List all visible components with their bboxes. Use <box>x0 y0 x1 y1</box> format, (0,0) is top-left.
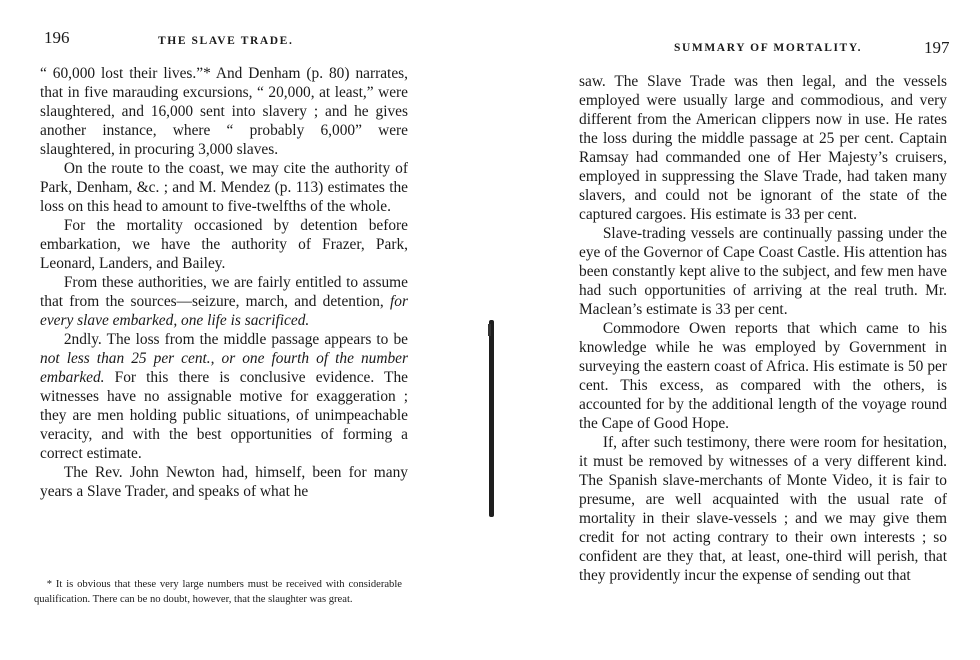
paragraph: Commodore Owen reports that which came to his knowledge while he was employed by Government in surveying the eastern coast of Africa. His estimate is 50 per cent. This excess, as compared with the others, is accounted for by the additional length of the voyage round the Cape of Good Hope. <box>579 320 947 432</box>
paragraph: On the route to the coast, we may cite the authority of Park, Denham, &c. ; and M. Mendez (p. 113) estimates the loss on this head to amount to five-twelfths of the whole. <box>40 160 408 215</box>
paragraph: From these authorities, we are fairly entitled to assume that from the sources—seizure, march, and detention, for every slave embarked, one life is sacrificed. <box>40 274 408 329</box>
gutter-binding-tick <box>488 324 491 336</box>
gutter-binding-mark <box>489 320 494 517</box>
page-number-left: 196 <box>44 28 70 47</box>
left-page <box>0 0 470 660</box>
paragraph: The Rev. John Newton had, himself, been for many years a Slave Trader, and speaks of what he <box>40 464 408 500</box>
paragraph: Slave-trading vessels are continually passing under the eye of the Governor of Cape Coast Castle. His attention has been constantly kept alive to the subject, and few men have had such opportunities of arriving at the real truth. Mr. Maclean’s estimate is 33 per cent. <box>579 225 947 318</box>
paragraph: “ 60,000 lost their lives.”* And Denham (p. 80) narrates, that in five marauding excursions, “ 20,000, at least,” were slaughtered, and 16,000 sent into slavery ; and he gives another instance, where “ probably 6,000” were slaughtered, in procuring 3,000 slaves. <box>40 65 408 158</box>
left-body <box>40 64 408 501</box>
page-number-right: 197 <box>924 38 950 57</box>
right-body <box>579 72 947 585</box>
paragraph: 2ndly. The loss from the middle passage appears to be not less than 25 per cent., or one fourth of the number embarked. For this there is conclusive evidence. The witnesses have no assignable motive for exaggeration ; they are men holding public situations, of unimpeachable veracity, and with the best opportunities of forming a correct estimate. <box>40 331 408 462</box>
italic-emphasis: not less than 25 per cent., or one fourth of the number embarked. <box>40 350 408 386</box>
paragraph: saw. The Slave Trade was then legal, and the vessels employed were usually large and commodious, and very different from the American clippers now in use. He rates the loss during the middle passage at 25 per cent. Captain Ramsay had commanded one of Her Majesty’s cruisers, employed in suppressing the Slave Trade, had taken many slavers, and could not be ignorant of the state of the captured cargoes. His estimate is 33 per cent. <box>579 73 947 223</box>
footnote: * It is obvious that these very large numbers must be received with considerable qualification. There can be no doubt, however, that the slaughter was great. <box>34 579 402 605</box>
paragraph: If, after such testimony, there were room for hesitation, it must be removed by witnesses of a very different kind. The Spanish slave-merchants of Monte Video, it is fair to presume, are well acquainted with the usual rate of mortality in their slave-vessels ; and we may give them credit for not acting contrary to their own interests ; so confident are they that, at least, one-third will perish, that they providently incur the expense of sending out that <box>579 434 947 584</box>
running-head-left: THE SLAVE TRADE. <box>158 35 294 47</box>
right-page <box>500 0 980 660</box>
running-head-right: SUMMARY OF MORTALITY. <box>674 42 863 54</box>
paragraph: For the mortality occasioned by detention before embarkation, we have the authority of Frazer, Park, Leonard, Landers, and Bailey. <box>40 217 408 272</box>
italic-emphasis: for every slave embarked, one life is sacrificed. <box>40 293 408 329</box>
